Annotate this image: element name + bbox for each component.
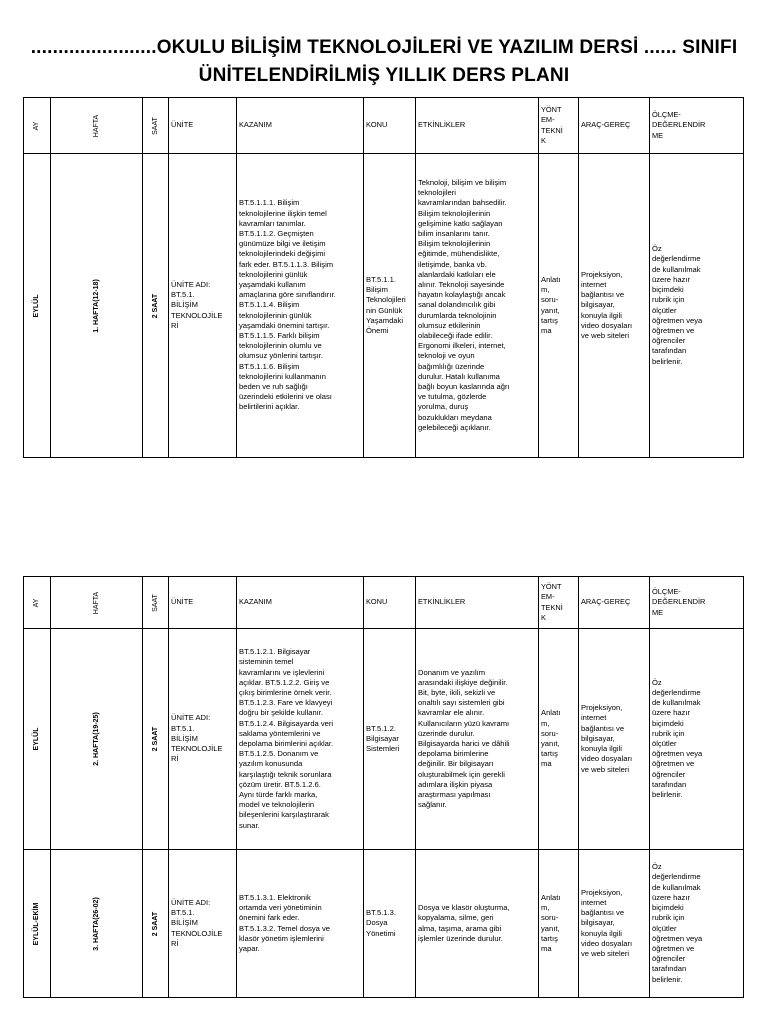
cell-unite: ÜNİTE ADI: BT.5.1. BİLİŞİM TEKNOLOJİLE Rİ: [169, 154, 237, 458]
table-row: [24, 850, 744, 998]
header-kazanim: KAZANIM: [237, 577, 364, 629]
header-etkinlikler: ETKİNLİKLER: [416, 577, 539, 629]
header-unite: ÜNİTE: [169, 577, 237, 629]
header-etkinlikler: ETKİNLİKLER: [416, 98, 539, 154]
cell-unite: ÜNİTE ADI: BT.5.1. BİLİŞİM TEKNOLOJİLE Rİ: [169, 850, 237, 998]
cell-yontem: Anlatı m, soru- yanıt, tartış ma: [539, 629, 579, 850]
header-unite: ÜNİTE: [169, 98, 237, 154]
table-row: [24, 629, 744, 850]
header-saat: SAAT: [143, 98, 169, 154]
cell-hafta: 2. HAFTA(19-25): [51, 629, 143, 850]
plan-table-2: [23, 576, 744, 998]
header-hafta: HAFTA: [51, 98, 143, 154]
cell-ay: EYLÜL: [24, 629, 51, 850]
cell-saat: 2 SAAT: [143, 154, 169, 458]
header-row: [24, 577, 744, 629]
cell-etkinlikler: Teknoloji, bilişim ve bilişim teknolojileri kavramlarından bahsedilir. Bilişim teknolojilerinin gelişimine katkı sağlayan bilim insanlarını tanır. Bilişim teknolojilerinin eğitimde, mühendislikte, iletişimde, banka vb. alanlardaki katkıları ele alınır. Teknoloji sayesinde hayatın kolaylaştığı ancak sanal dolandırıcılık gibi durumlarda teknolojinin olumsuz etkilerinin olabileceği ifade edilir. Ergonomi ilkeleri, internet, teknoloji ve oyun bağımlılığı üzerinde durulur. Hatalı kullanıma bağlı boyun kaslarında ağrı ve tutulma, gözlerde yorulma, duruş bozuklukları meydana gelebileceği açıklanır.: [416, 154, 539, 458]
header-yontem: YÖNT EM- TEKNİ K: [539, 98, 579, 154]
cell-arac: Projeksiyon, internet bağlantısı ve bilgisayar, konuyla ilgili video dosyaları ve web siteleri: [579, 629, 650, 850]
header-olcme: ÖLÇME- DEĞERLENDİR ME: [650, 98, 744, 154]
header-kazanim: KAZANIM: [237, 98, 364, 154]
document-title-line1: .......................OKULU BİLİŞİM TEKNOLOJİLERİ VE YAZILIM DERSİ ...... SINIFI: [30, 37, 738, 58]
header-ay: AY: [24, 577, 51, 629]
header-olcme: ÖLÇME- DEĞERLENDİR ME: [650, 577, 744, 629]
cell-konu: BT.5.1.1. Bilişim Teknolojileri nin Günlük Yaşamdaki Önemi: [364, 154, 416, 458]
header-arac: ARAÇ-GEREÇ: [579, 577, 650, 629]
cell-hafta: 1. HAFTA(12-18): [51, 154, 143, 458]
header-hafta: HAFTA: [51, 577, 143, 629]
cell-ay: EYLÜL: [24, 154, 51, 458]
cell-olcme: Öz değerlendirme de kullanılmak üzere hazır biçimdeki rubrik için ölçütler öğretmen veya öğretmen ve öğrenciler tarafından belirlenir.: [650, 850, 744, 998]
cell-etkinlikler: Dosya ve klasör oluşturma, kopyalama, silme, geri alma, taşıma, arama gibi işlemler üzerinde durulur.: [416, 850, 539, 998]
header-ay: AY: [24, 98, 51, 154]
cell-olcme: Öz değerlendirme de kullanılmak üzere hazır biçimdeki rubrik için ölçütler öğretmen veya öğretmen ve öğrenciler tarafından belirlenir.: [650, 154, 744, 458]
cell-konu: BT.5.1.2. Bilgisayar Sistemleri: [364, 629, 416, 850]
table-row: [24, 154, 744, 458]
header-konu: KONU: [364, 98, 416, 154]
cell-yontem: Anlatı m, soru- yanıt, tartış ma: [539, 850, 579, 998]
cell-etkinlikler: Donanım ve yazılım arasındaki ilişkiye değinilir. Bit, byte, ikili, sekizli ve onaltılı sayı sistemleri gibi kavramlar ele alınır. Kullanıcıların yüzü kavramı üzerinde durulur. Bilgisayarda harici ve dâhili depolama birimlerine değinilir. Bir bilgisayarı oluşturabilmek için gerekli adımlara ilişkin piyasa araştırması yapılması sağlanır.: [416, 629, 539, 850]
cell-konu: BT.5.1.3. Dosya Yönetimi: [364, 850, 416, 998]
cell-unite: ÜNİTE ADI: BT.5.1. BİLİŞİM TEKNOLOJİLE Rİ: [169, 629, 237, 850]
document-title-line2: ÜNİTELENDİRİLMİŞ YILLIK DERS PLANI: [198, 65, 570, 86]
header-saat: SAAT: [143, 577, 169, 629]
cell-kazanim: BT.5.1.3.1. Elektronik ortamda veri yönetiminin önemini fark eder. BT.5.1.3.2. Temel dosya ve klasör yönetim işlemlerini yapar.: [237, 850, 364, 998]
cell-kazanim: BT.5.1.1.1. Bilişim teknolojilerine ilişkin temel kavramları tanımlar. BT.5.1.1.2. Geçmişten günümüze bilgi ve iletişim teknolojilerindeki değişimi fark eder. BT.5.1.1.3. Bilişim teknolojilerini günlük yaşamdaki kullanım amaçlarına göre sınıflandırır. BT.5.1.1.4. Bilişim teknolojilerinin günlük yaşamdaki önemini tartışır. BT.5.1.1.5. Farklı bilişim teknolojilerinin olumlu ve olumsuz yönlerini tartışır. BT.5.1.1.6. Bilişim teknolojilerini kullanmanın beden ve ruh sağlığı üzerindeki etkilerini ve olası belirtilerini açıklar.: [237, 154, 364, 458]
header-yontem: YÖNT EM- TEKNİ K: [539, 577, 579, 629]
cell-arac: Projeksiyon, internet bağlantısı ve bilgisayar, konuyla ilgili video dosyaları ve web siteleri: [579, 850, 650, 998]
cell-olcme: Öz değerlendirme de kullanılmak üzere hazır biçimdeki rubrik için ölçütler öğretmen veya öğretmen ve öğrenciler tarafından belirlenir.: [650, 629, 744, 850]
cell-yontem: Anlatı m, soru- yanıt, tartış ma: [539, 154, 579, 458]
plan-table-1: [23, 97, 744, 458]
header-row: [24, 98, 744, 154]
cell-saat: 2 SAAT: [143, 629, 169, 850]
cell-kazanim: BT.5.1.2.1. Bilgisayar sisteminin temel kavramlarını ve işlevlerini açıklar. BT.5.1.2.2. Giriş ve çıkış birimlerine örnek verir. BT.5.1.2.3. Fare ve klavyeyi doğru bir şekilde kullanır. BT.5.1.2.4. Bilgisayarda veri saklama yöntemlerini ve depolama birimlerini açıklar. BT.5.1.2.5. Donanım ve yazılım konusunda karşılaştığı teknik sorunlara çözüm üretir. BT.5.1.2.6. Aynı türde farklı marka, model ve teknolojilerin bileşenlerini karşılaştırarak sunar.: [237, 629, 364, 850]
header-konu: KONU: [364, 577, 416, 629]
cell-saat: 2 SAAT: [143, 850, 169, 998]
header-arac: ARAÇ-GEREÇ: [579, 98, 650, 154]
cell-hafta: 3. HAFTA(26-02): [51, 850, 143, 998]
cell-ay: EYLÜL-EKİM: [24, 850, 51, 998]
cell-arac: Projeksiyon, internet bağlantısı ve bilgisayar, konuyla ilgili video dosyaları ve web siteleri: [579, 154, 650, 458]
